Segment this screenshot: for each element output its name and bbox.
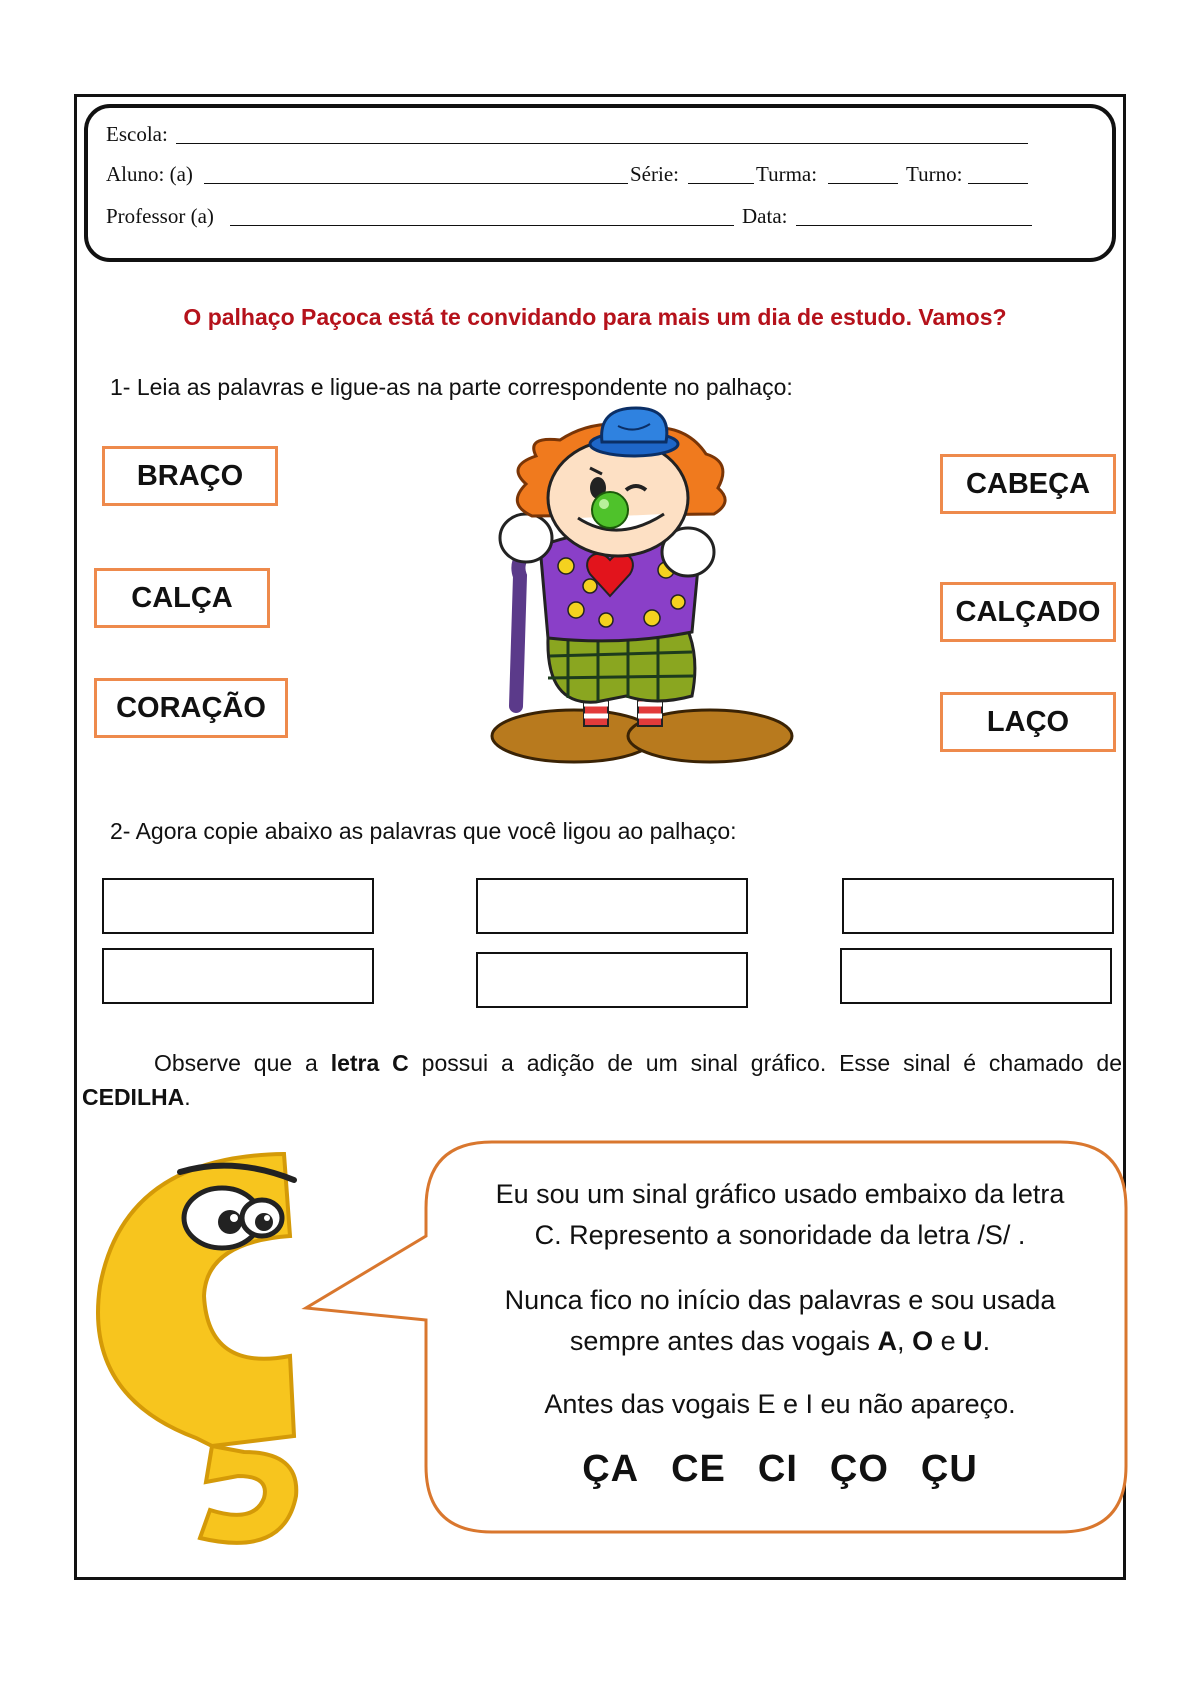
syllable: ÇO — [829, 1448, 889, 1490]
copy-box-6[interactable] — [840, 948, 1112, 1004]
bubble-text-3 — [440, 1384, 1120, 1425]
professor-label: Professor (a) — [106, 204, 214, 228]
aluno-label: Aluno: (a) — [106, 162, 193, 186]
aluno-field[interactable] — [204, 183, 628, 184]
professor-field[interactable] — [230, 225, 734, 226]
word-box-cabeca[interactable]: CABEÇA — [940, 454, 1116, 514]
turno-label: Turno: — [906, 162, 963, 186]
question-2: 2- Agora copie abaixo as palavras que você ligou ao palhaço: — [110, 818, 737, 844]
copy-box-2[interactable] — [476, 878, 748, 934]
copy-box-4[interactable] — [102, 948, 374, 1004]
copy-box-3[interactable] — [842, 878, 1114, 934]
bubble-line-1: Eu sou um sinal gráfico usado embaixo da letra — [495, 1179, 1065, 1209]
copy-box-5[interactable] — [476, 952, 748, 1008]
word-box-coracao[interactable]: CORAÇÃO — [94, 678, 288, 738]
escola-label: Escola: — [106, 122, 168, 146]
syllable: ÇA — [582, 1448, 640, 1490]
turno-field[interactable] — [968, 183, 1028, 184]
data-label: Data: — [742, 204, 788, 228]
clown-illustration — [486, 406, 796, 768]
copy-box-1[interactable] — [102, 878, 374, 934]
syllable: CI — [757, 1448, 798, 1490]
observation-paragraph: Observe que a letra C possui a adição de um sinal gráfico. Esse sinal é chamado de CEDILHA. — [82, 1050, 1123, 1110]
word-box-laco[interactable]: LAÇO — [940, 692, 1116, 752]
bubble-text-2 — [440, 1280, 1120, 1362]
cedilla-character-illustration — [84, 1146, 320, 1546]
word-box-calcado[interactable]: CALÇADO — [940, 582, 1116, 642]
question-1: 1- Leia as palavras e ligue-as na parte correspondente no palhaço: — [110, 374, 793, 400]
bubble-line-5: Antes das vogais E e I eu não apareço. — [544, 1389, 1016, 1419]
bubble-line-2: C. Represento a sonoridade da letra /S/ . — [534, 1220, 1026, 1250]
word-box-calca[interactable]: CALÇA — [94, 568, 270, 628]
syllables-row — [440, 1448, 1120, 1491]
word-box-braco[interactable]: BRAÇO — [102, 446, 278, 506]
data-field[interactable] — [796, 225, 1032, 226]
syllable: ÇU — [920, 1448, 978, 1490]
bubble-line-4: sempre antes das vogais A, O e U. — [569, 1326, 991, 1356]
bubble-line-3: Nunca fico no início das palavras e sou usada — [504, 1285, 1056, 1315]
bubble-text — [440, 1174, 1120, 1256]
escola-field[interactable] — [176, 143, 1028, 144]
serie-label: Série: — [630, 162, 679, 186]
turma-field[interactable] — [828, 183, 898, 184]
syllable: CE — [671, 1448, 726, 1490]
turma-label: Turma: — [756, 162, 818, 186]
serie-field[interactable] — [688, 183, 754, 184]
page-title: O palhaço Paçoca está te convidando para mais um dia de estudo. Vamos? — [183, 304, 1007, 330]
